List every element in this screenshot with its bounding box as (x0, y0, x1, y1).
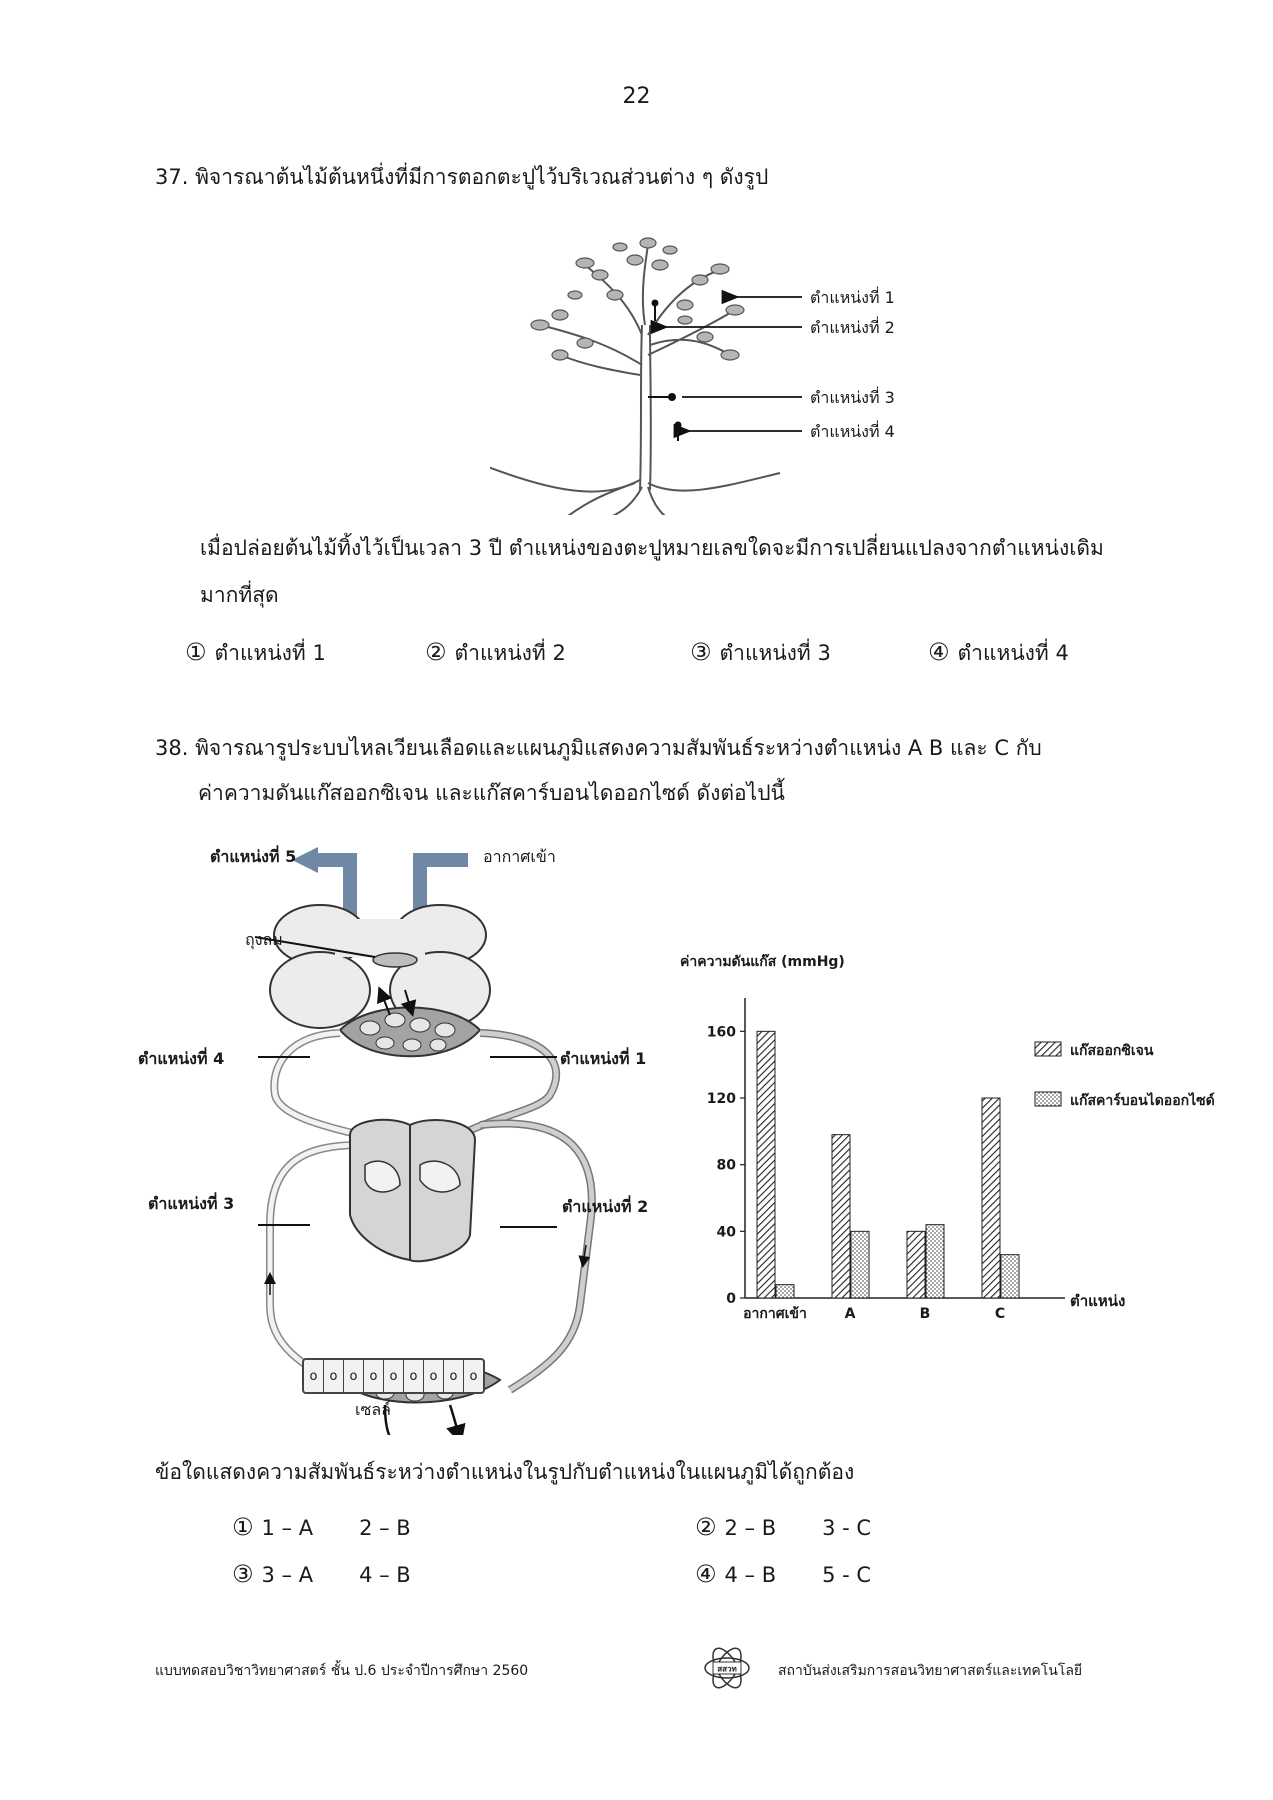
bar-co2 (1001, 1255, 1019, 1298)
logo-text: สสวท (717, 1664, 737, 1674)
option-number: ④ (928, 638, 950, 666)
option-pair-b: 5 - C (822, 1563, 872, 1587)
q37-option-2[interactable] (425, 637, 566, 670)
label-pos4: ตำแหน่งที่ 4 (138, 1049, 225, 1068)
option-number: ④ (695, 1560, 717, 1588)
option-number: ① (185, 638, 207, 666)
nail-1 (722, 293, 730, 301)
q38-question-line2: ค่าความดันแก๊สออกซิเจน และแก๊สคาร์บอนไดออกไซด์ ดังต่อไปนี้ (198, 781, 785, 805)
legend-swatch-co2 (1035, 1092, 1061, 1106)
footer-right: สถาบันส่งเสริมการสอนวิทยาศาสตร์และเทคโนโลยี (778, 1663, 1083, 1679)
label-alveoli: ถุงลม (245, 930, 283, 949)
label-pos5: ตำแหน่งที่ 5 (210, 847, 297, 866)
circulation-diagram (120, 835, 680, 1435)
y-tick-label: 160 (706, 1024, 736, 1041)
heart (350, 1120, 475, 1261)
option-number: ① (232, 1513, 254, 1541)
label-pos2: ตำแหน่งที่ 2 (562, 1197, 649, 1216)
bar-co2 (926, 1225, 944, 1298)
y-tick-label: 0 (726, 1291, 736, 1307)
x-tick-label: B (919, 1306, 931, 1322)
cell-row (302, 1358, 485, 1394)
bar-o2 (832, 1135, 850, 1298)
q38-option-2[interactable] (695, 1513, 871, 1541)
chart-axes (745, 998, 1065, 1298)
option-pair-a: 2 – B (724, 1516, 777, 1540)
cell: o (404, 1360, 424, 1392)
q37-option-1[interactable] (185, 637, 326, 670)
bar-co2 (776, 1285, 794, 1298)
chart-xticks (743, 1306, 1005, 1322)
q38-option-3[interactable] (232, 1560, 411, 1588)
option-number: ③ (690, 638, 712, 666)
legend-label-o2: แก๊สออกซิเจน (1070, 1043, 1154, 1059)
option-number: ② (425, 638, 447, 666)
footer-left: แบบทดสอบวิชาวิทยาศาสตร์ ชั้น ป.6 ประจำปีการศึกษา 2560 (155, 1663, 529, 1679)
label-cells: เซลล์ (355, 1400, 391, 1419)
option-text: ตำแหน่งที่ 1 (214, 641, 326, 665)
option-pair-b: 2 – B (359, 1516, 411, 1540)
option-pair-a: 3 – A (261, 1563, 314, 1587)
chart-xlabel: ตำแหน่ง (1070, 1292, 1126, 1310)
y-tick-label: 120 (706, 1091, 736, 1107)
tree-label-1: ตำแหน่งที่ 1 (810, 288, 895, 307)
cell: o (344, 1360, 364, 1392)
option-pair-b: 3 - C (822, 1516, 872, 1540)
x-tick-label: อากาศเข้า (743, 1306, 807, 1322)
q38-option-4[interactable] (695, 1560, 871, 1588)
gas-pressure-chart (680, 950, 1240, 1330)
option-pair-a: 1 – A (261, 1516, 314, 1540)
cell: o (324, 1360, 344, 1392)
legend-swatch-o2 (1035, 1042, 1061, 1056)
q38-prompt: ข้อใดแสดงความสัมพันธ์ระหว่างตำแหน่งในรูปกับตำแหน่งในแผนภูมิได้ถูกต้อง (155, 1460, 855, 1484)
q38-question-line1: 38. พิจารณารูประบบไหลเวียนเลือดและแผนภูมิแสดงความสัมพันธ์ระหว่างตำแหน่ง A B และ C กับ (155, 736, 1042, 760)
tree-label-4: ตำแหน่งที่ 4 (810, 422, 895, 441)
chart-ylabel: ค่าความดันแก๊ส (mmHg) (680, 954, 845, 970)
cell: o (424, 1360, 444, 1392)
q37-option-4[interactable] (928, 637, 1069, 670)
chart-legend (1035, 1042, 1215, 1109)
bar-co2 (851, 1231, 869, 1298)
ipst-logo (702, 1645, 752, 1691)
bar-o2 (907, 1231, 925, 1298)
page-number: 22 (622, 84, 651, 109)
q37-question: 37. พิจารณาต้นไม้ต้นหนึ่งที่มีการตอกตะปูไว้บริเวณส่วนต่าง ๆ ดังรูป (155, 165, 769, 189)
chart-bars (757, 1031, 1019, 1298)
x-tick-label: A (844, 1306, 856, 1322)
tree-illustration (490, 245, 780, 515)
alveolus-sac (373, 953, 417, 967)
chart-yticks (707, 1024, 745, 1307)
option-pair-b: 4 – B (359, 1563, 411, 1587)
option-text: ตำแหน่งที่ 3 (719, 641, 831, 665)
tree-leaves (531, 238, 744, 360)
label-pos3: ตำแหน่งที่ 3 (148, 1194, 235, 1213)
tree-diagram (490, 225, 910, 515)
q37-prompt-line1: เมื่อปล่อยต้นไม้ทิ้งไว้เป็นเวลา 3 ปี ตำแหน่งของตะปูหมายเลขใดจะมีการเปลี่ยนแปลงจากตำแหน่งเดิม (200, 536, 1104, 560)
y-tick-label: 40 (716, 1224, 736, 1241)
q37-prompt-line2: มากที่สุด (200, 583, 279, 607)
q38-option-1[interactable] (232, 1513, 411, 1541)
option-pair-a: 4 – B (724, 1563, 777, 1587)
option-number: ③ (232, 1560, 254, 1588)
y-tick-label: 80 (716, 1157, 736, 1174)
q37-option-3[interactable] (690, 637, 831, 670)
bar-o2 (982, 1098, 1000, 1298)
bar-o2 (757, 1031, 775, 1298)
option-text: ตำแหน่งที่ 4 (957, 641, 1069, 665)
label-pos1: ตำแหน่งที่ 1 (560, 1049, 647, 1068)
legend-label-co2: แก๊สคาร์บอนไดออกไซด์ (1070, 1093, 1215, 1109)
cell: o (444, 1360, 464, 1392)
x-tick-label: C (994, 1306, 1006, 1322)
cell: o (364, 1360, 384, 1392)
option-number: ② (695, 1513, 717, 1541)
cell: o (469, 1368, 478, 1384)
cell: o (304, 1360, 324, 1392)
tree-label-3: ตำแหน่งที่ 3 (810, 388, 895, 407)
label-air-in: อากาศเข้า (483, 847, 556, 866)
option-text: ตำแหน่งที่ 2 (454, 641, 566, 665)
tree-label-2: ตำแหน่งที่ 2 (810, 318, 895, 337)
cell: o (384, 1360, 404, 1392)
